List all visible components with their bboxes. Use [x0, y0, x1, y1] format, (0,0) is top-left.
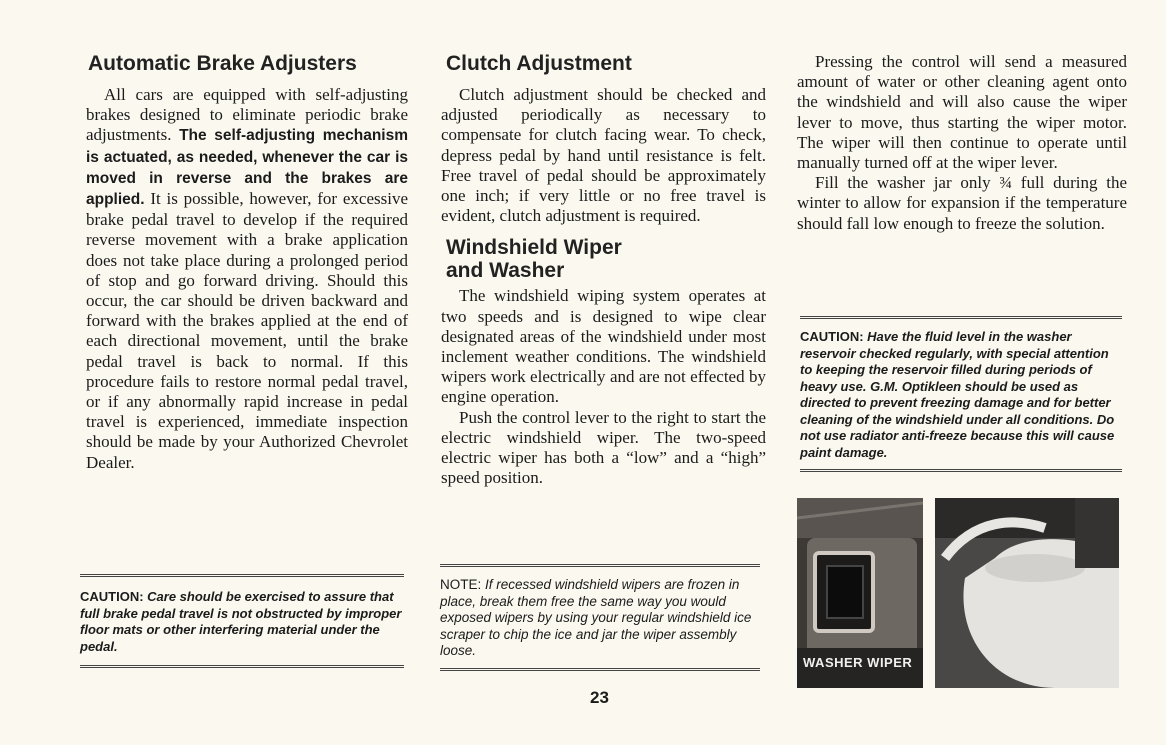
washer-reservoir-photo [935, 498, 1119, 688]
washer-paragraph-1: Pressing the control will send a measured amount of water or other cleaning agent onto the windshield and will also cause the wiper lever to move, thus starting the wiper motor. The wiper will then continue to operate until manually turned off at the wiper lever. [797, 52, 1127, 173]
brake-adjusters-paragraph [86, 85, 408, 473]
brake-text-end: It is possible, however, for excessive brake pedal travel to develop if the required reverse movement with a brake application does not take place during a prolonged period of stop and go forward driving. Should this occur, the car should be driven backward and forward with the brakes applied at the end of each directional movement, until the brake pedal travel is back to normal. If this procedure fails to restore normal pedal travel, or if any abnormally rapid increase in pedal travel is experienced, immediate inspection should be made by your Authorized Chevrolet Dealer. [86, 189, 408, 472]
heading-line-1: Windshield Wiper [446, 236, 622, 260]
brake-caution [80, 589, 404, 655]
brake-text-start: All cars are equipped with self-adjusting brakes designed to eliminate periodic brake adjustments. [86, 85, 408, 145]
divider [440, 564, 760, 567]
caution-label: CAUTION: [800, 329, 864, 344]
divider [800, 469, 1122, 472]
caution-text: Have the fluid level in the washer reservoir checked regularly, with special attention to keeping the reservoir filled during periods of heavy use. G.M. Optikleen should be used as directed to prevent freezing damage and for better cleaning of the windshield under all conditions. Do not use radiator anti-freeze because this will cause paint damage. [800, 329, 1115, 460]
column-brake-adjusters [86, 52, 408, 473]
reservoir-graphic [935, 498, 1119, 688]
column-washer [797, 52, 1127, 234]
washer-paragraph-2: Fill the washer jar only ¾ full during the winter to allow for expansion if the temperature should fall low enough to freeze the solution. [797, 173, 1127, 233]
heading-brake-adjusters: Automatic Brake Adjusters [88, 52, 357, 75]
wiper-note-box [440, 564, 760, 671]
note-label: NOTE: [440, 577, 482, 592]
note-text: If recessed windshield wipers are frozen in place, break them free the same way you would exposed wipers by using your regular windshield ice scraper to chip the ice and jar the wiper assembly loose. [440, 577, 752, 658]
heading-clutch-adjustment: Clutch Adjustment [446, 52, 632, 75]
brake-caution-box [80, 574, 404, 668]
heading-line-2: and Washer [446, 259, 565, 283]
divider [440, 668, 760, 671]
divider [80, 665, 404, 668]
divider [800, 316, 1122, 319]
column-clutch-wiper [441, 52, 766, 488]
wiper-paragraph-1: The windshield wiping system operates at two speeds and is designed to wipe clear designated areas of the windshield under most inclement weather conditions. The windshield wipers work electrically and are not effected by engine operation. [441, 286, 766, 407]
washer-caution-box [800, 316, 1122, 472]
caution-text: Care should be exercised to assure that full brake pedal travel is not obstructed by improper floor mats or other interfering material under the pedal. [80, 589, 402, 654]
washer-caution [800, 329, 1122, 461]
caution-label: CAUTION: [80, 589, 144, 604]
divider [80, 574, 404, 577]
clutch-paragraph: Clutch adjustment should be checked and adjusted periodically as necessary to compensate for clutch facing wear. To check, depress pedal by hand until resistance is felt. Free travel of pedal should be approximately one inch; if very little or no free travel is evident, clutch adjustment is required. [441, 85, 766, 226]
heading-windshield-wiper [446, 236, 766, 282]
wiper-paragraph-2: Push the control lever to the right to start the electric windshield wiper. The two-speed electric wiper has both a “low” and a “high” speed position. [441, 407, 766, 488]
wiper-note [440, 577, 760, 660]
washer-wiper-label: WASHER WIPER [803, 655, 913, 670]
brake-text-bold: The self-adjusting mechanism is actuated, as needed, whenever the car is moved in reverse and the brakes are applied. [86, 127, 409, 209]
page-number: 23 [590, 688, 609, 707]
washer-wiper-control-photo [797, 498, 923, 688]
